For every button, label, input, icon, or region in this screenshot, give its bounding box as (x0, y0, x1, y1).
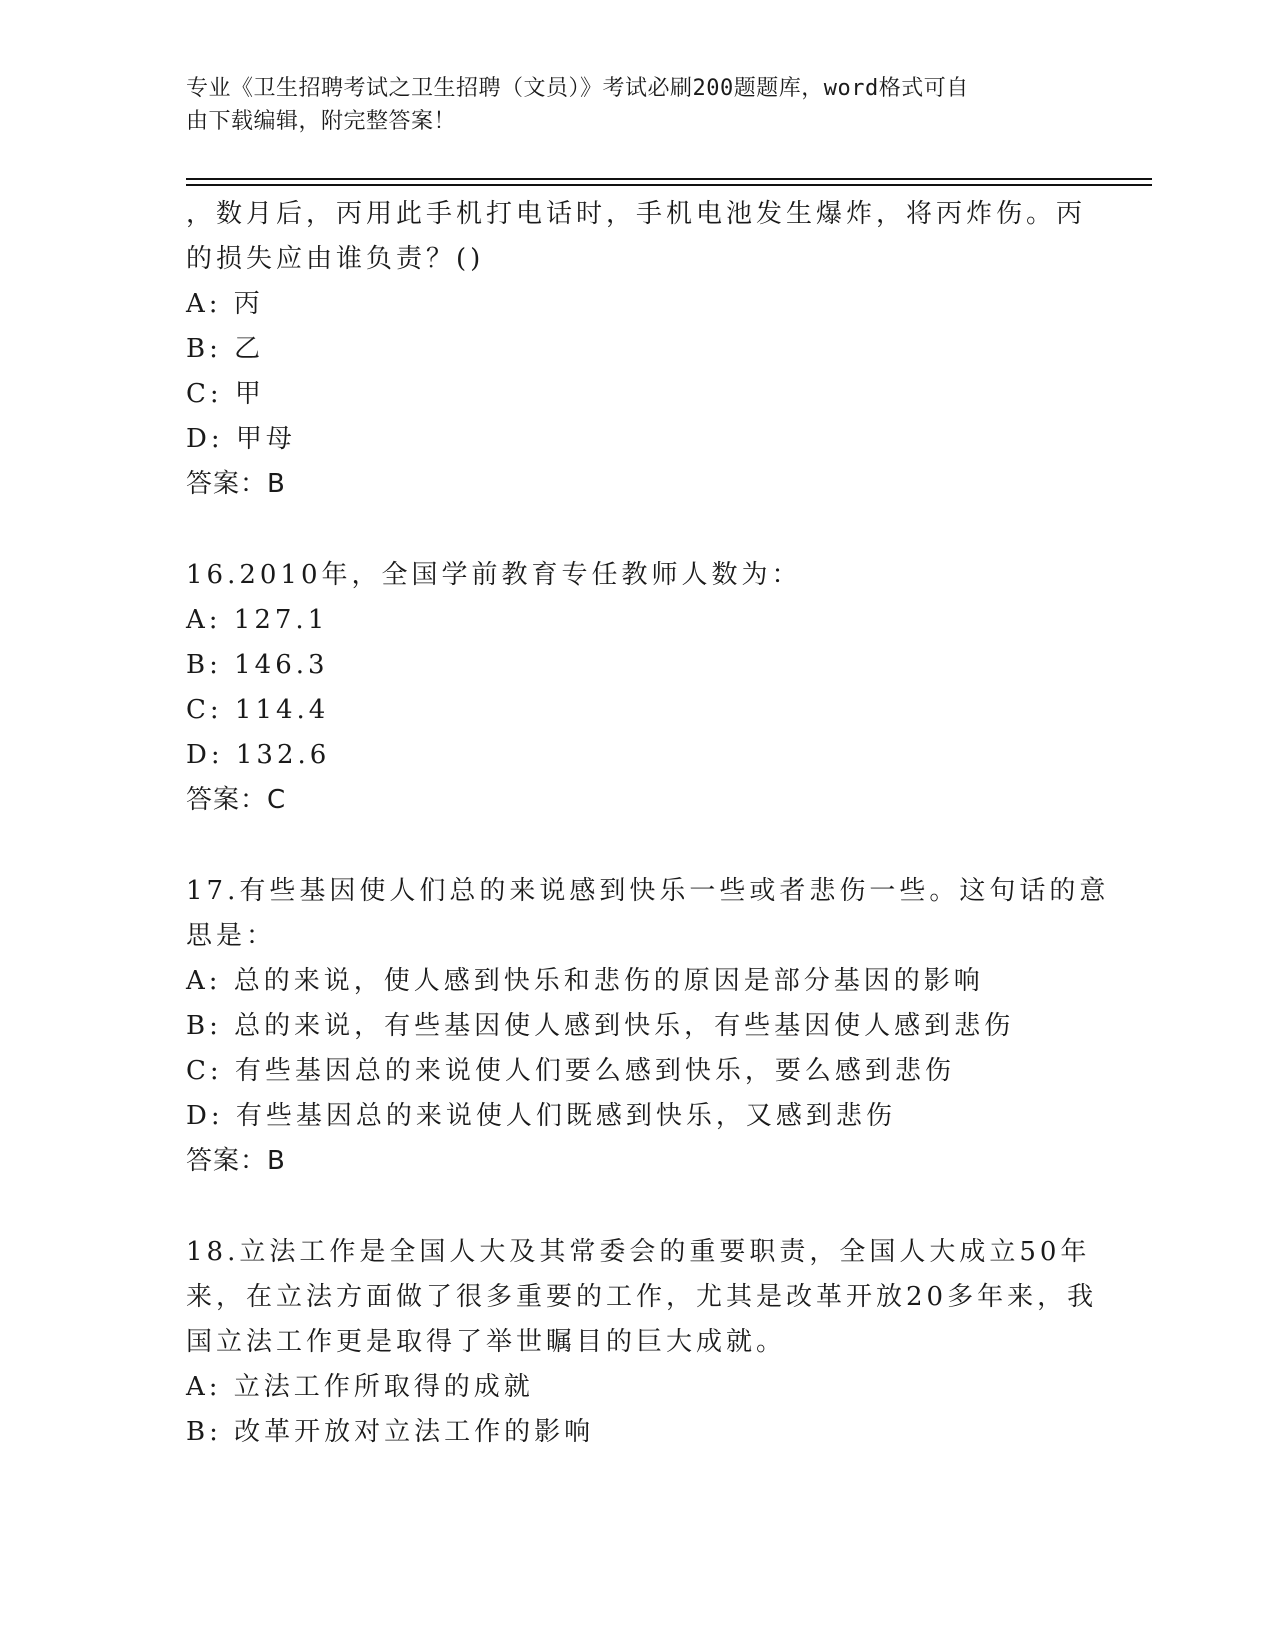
question-gap (186, 507, 1086, 553)
question-list (186, 192, 1110, 1455)
option-a: A: 立法工作所取得的成就 (186, 1372, 534, 1402)
question-stem: 思是： (186, 921, 277, 951)
option-b: B: 改革开放对立法工作的影响 (186, 1417, 595, 1447)
option-c: C: 有些基因总的来说使人们要么感到快乐，要么感到悲伤 (186, 1056, 955, 1086)
answer-line: 答案：B (186, 469, 286, 499)
question-stem: 17.有些基因使人们总的来说感到快乐一些或者悲伤一些。这句话的意 (186, 876, 1110, 906)
option-d: D: 甲母 (186, 424, 296, 454)
option-a: A: 总的来说，使人感到快乐和悲伤的原因是部分基因的影响 (186, 966, 984, 996)
question-18 (186, 1230, 1098, 1455)
header-divider-top (186, 178, 1152, 180)
document-header (186, 72, 1066, 138)
option-b: B: 乙 (186, 334, 265, 364)
option-d: D: 132.6 (186, 740, 331, 770)
option-b: B: 总的来说，有些基因使人感到快乐，有些基因使人感到悲伤 (186, 1011, 1015, 1041)
question-stem: 16.2010年，全国学前教育专任教师人数为： (186, 560, 802, 590)
option-a: A: 丙 (186, 289, 264, 319)
question-stem: ，数月后，丙用此手机打电话时，手机电池发生爆炸，将丙炸伤。丙 (186, 199, 1087, 229)
option-a: A: 127.1 (186, 605, 329, 635)
option-c: C: 114.4 (186, 695, 330, 725)
question-gap (186, 1184, 1086, 1230)
option-c: C: 甲 (186, 379, 265, 409)
question-stem: 来，在立法方面做了很多重要的工作，尤其是改革开放20多年来，我 (186, 1282, 1098, 1312)
option-d: D: 有些基因总的来说使人们既感到快乐，又感到悲伤 (186, 1101, 896, 1131)
question-16 (186, 553, 1086, 823)
question-gap (186, 823, 1086, 869)
question-15 (186, 192, 1086, 507)
answer-line: 答案：B (186, 1146, 286, 1176)
question-stem: 18.立法工作是全国人大及其常委会的重要职责，全国人大成立50年 (186, 1237, 1091, 1267)
header-line-2: 由下载编辑，附完整答案！ (186, 109, 457, 134)
header-divider-bottom (186, 184, 1152, 186)
question-stem: 国立法工作更是取得了举世瞩目的巨大成就。 (186, 1327, 787, 1357)
header-line-1: 专业《卫生招聘考试之卫生招聘（文员）》考试必刷200题题库，word格式可自 (186, 76, 969, 101)
option-b: B: 146.3 (186, 650, 329, 680)
answer-line: 答案：C (186, 785, 287, 815)
question-stem: 的损失应由谁负责？() (186, 244, 485, 274)
question-17 (186, 869, 1110, 1184)
